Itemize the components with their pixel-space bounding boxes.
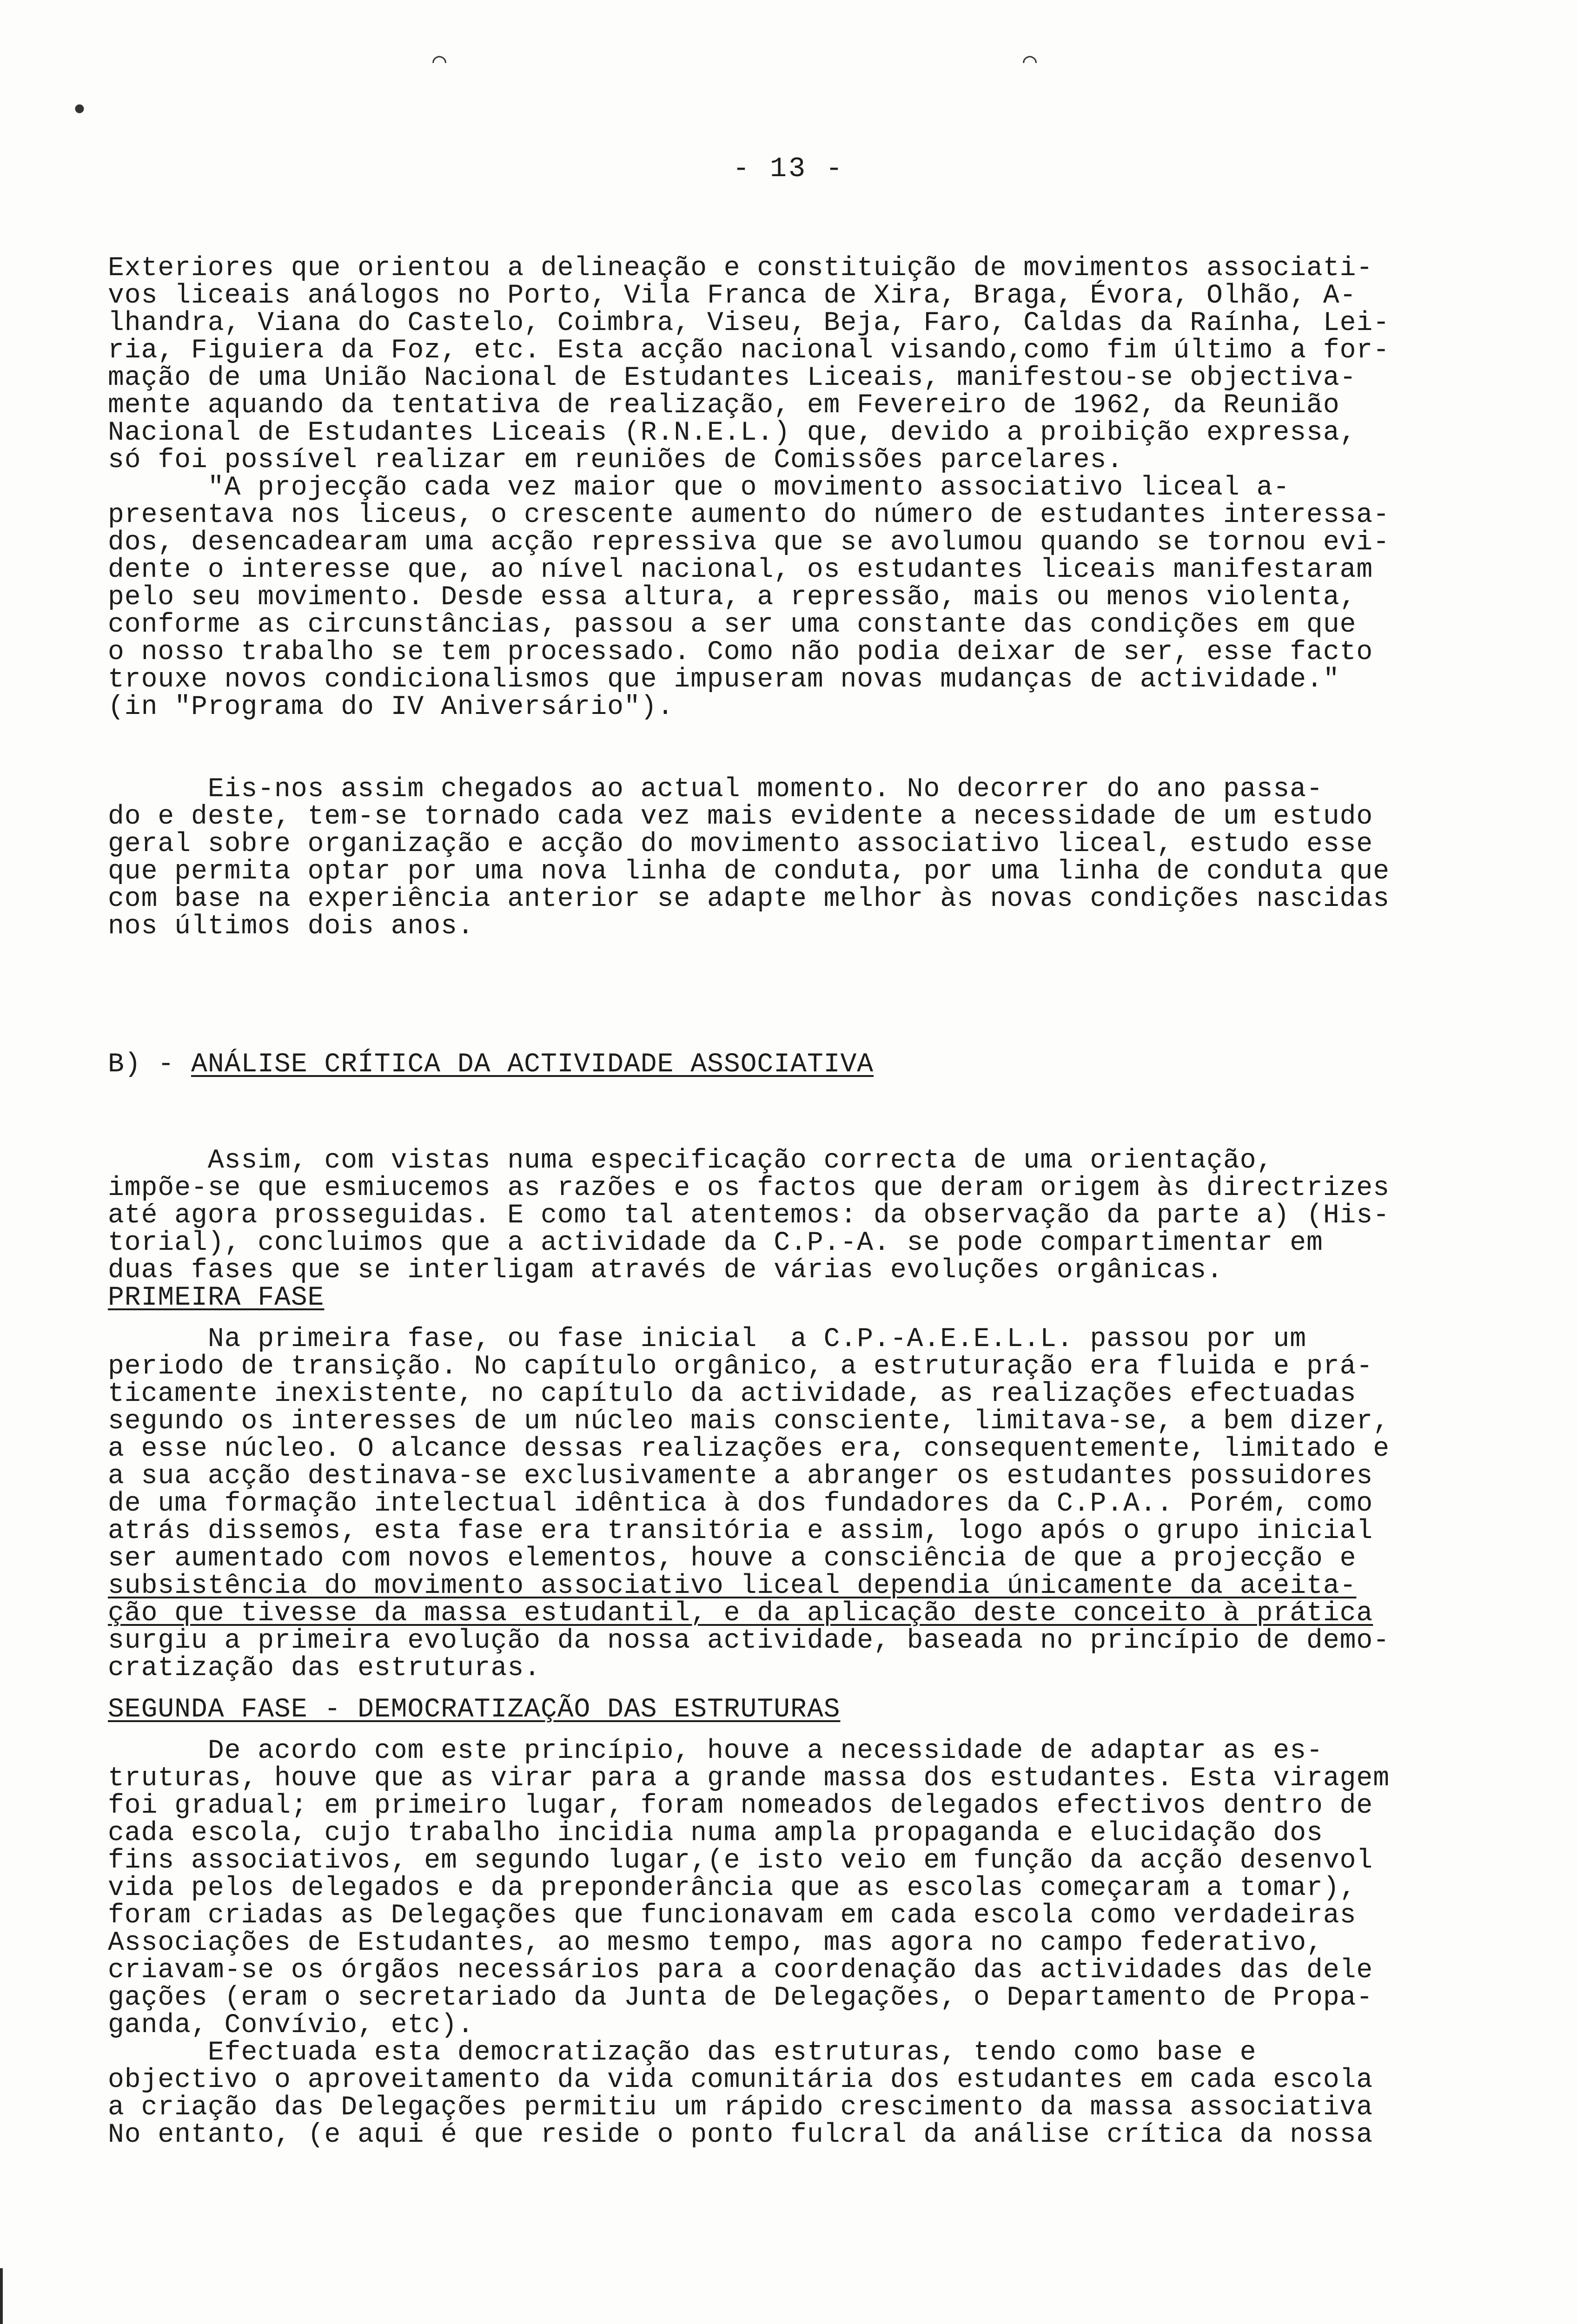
text-line: dos, desencadearam uma acção repressiva que se avolumou quando se tornou evi- [108,528,1390,558]
text-line: fins associativos, em segundo lugar,(e isto veio em função da acção desenvol [108,1846,1373,1876]
text-line: ção que tivesse da massa estudantil, e da aplicação deste conceito à prática [108,1598,1373,1629]
text-line: impõe-se que esmiucemos as razões e os factos que deram origem às directrizes [108,1173,1390,1203]
text-line: a criação das Delegações permitiu um rápido crescimento da massa associativa [108,2093,1373,2123]
text-line: foram criadas as Delegações que funcionavam em cada escola como verdadeiras [108,1901,1357,1931]
scan-speck: ⌒ [432,49,447,75]
section-b-heading [108,1051,1568,1078]
page-number: - 13 - [732,153,845,185]
text-line: mação de uma União Nacional de Estudantes Liceais, manifestou-se objectiva- [108,363,1357,393]
paragraph-analise [108,1147,1568,1284]
text-line: Eis-nos assim chegados ao actual momento. No decorrer do ano passa- [108,774,1323,805]
text-line: trouxe novos condicionalismos que impuseram novas mudanças de actividade." [108,665,1340,695]
text-line: dente o interesse que, ao nível nacional, os estudantes liceais manifestaram [108,555,1373,585]
text-line: criavam-se os órgãos necessários para a coordenação das actividades das dele [108,1955,1373,1986]
text-line: lhandra, Viana do Castelo, Coimbra, Viseu, Beja, Faro, Caldas da Raínha, Lei- [108,308,1390,338]
text-line: mente aquando da tentativa de realização, em Fevereiro de 1962, da Reunião [108,390,1340,421]
paragraph-momento [108,776,1568,940]
text-line: presentava nos liceus, o crescente aumento do número de estudantes interessa- [108,500,1390,530]
text-line: Assim, com vistas numa especificação correcta de uma orientação, [108,1146,1273,1176]
text-line: Efectuada esta democratização das estruturas, tendo como base e [108,2038,1257,2068]
text-line: Na primeira fase, ou fase inicial a C.P.-A.E.E.L.L. passou por um [108,1324,1307,1354]
segunda-fase-heading: SEGUNDA FASE - DEMOCRATIZAÇÃO DAS ESTRUTURAS [108,1695,841,1725]
text-line: o nosso trabalho se tem processado. Como não podia deixar de ser, esse facto [108,637,1373,667]
section-b-prefix: B) - [108,1050,192,1080]
text-line: pelo seu movimento. Desde essa altura, a repressão, mais ou menos violenta, [108,582,1357,613]
text-line: ganda, Convívio, etc). [108,2010,474,2040]
text-line: surgiu a primeira evolução da nossa actividade, baseada no princípio de demo- [108,1626,1390,1656]
text-line: foi gradual; em primeiro lugar, foram nomeados delegados efectivos dentro de [108,1791,1373,1821]
text-line: ticamente inexistente, no capítulo da actividade, as realizações efectuadas [108,1379,1357,1409]
text-line: cada escola, cujo trabalho incidia numa ampla propaganda e elucidação dos [108,1818,1323,1849]
paragraph-intro [108,255,1568,721]
text-line: ria, Figuiera da Foz, etc. Esta acção nacional visando,como fim último a for- [108,336,1390,366]
text-line: subsistência do movimento associativo liceal dependia únicamente da aceita- [108,1571,1357,1601]
text-line: conforme as circunstâncias, passou a ser uma constante das condições em que [108,610,1357,640]
text-line: a esse núcleo. O alcance dessas realizações era, consequentemente, limitado e [108,1434,1390,1464]
text-line: só foi possível realizar em reuniões de Comissões parcelares. [108,445,1124,475]
text-line: truturas, houve que as virar para a grande massa dos estudantes. Esta viragem [108,1763,1390,1794]
text-line: ser aumentado com novos elementos, houve a consciência de que a projecção e [108,1544,1357,1574]
text-line: "A projecção cada vez maior que o movimento associativo liceal a- [108,473,1290,503]
text-line: Associações de Estudantes, ao mesmo tempo, mas agora no campo federativo, [108,1928,1323,1958]
text-line: De acordo com este princípio, houve a necessidade de adaptar as es- [108,1736,1323,1766]
text-line: No entanto, (e aqui é que reside o ponto fulcral da análise crítica da nossa [108,2120,1373,2150]
text-line: atrás dissemos, esta fase era transitória e assim, logo após o grupo inicial [108,1516,1373,1546]
text-line: Exteriores que orientou a delineação e constituição de movimentos associati- [108,253,1373,284]
text-line: periodo de transição. No capítulo orgânico, a estruturação era fluida e prá- [108,1352,1373,1382]
scan-speck: • [70,93,90,130]
text-line: até agora prosseguidas. E como tal atentemos: da observação da parte a) (His- [108,1201,1390,1231]
text-line: geral sobre organização e acção do movimento associativo liceal, estudo esse [108,829,1373,859]
section-b-title: ANÁLISE CRÍTICA DA ACTIVIDADE ASSOCIATIVA [191,1050,874,1080]
text-line: nos últimos dois anos. [108,911,474,942]
text-line: objectivo o aproveitamento da vida comunitária dos estudantes em cada escola [108,2065,1373,2095]
text-line: vida pelos delegados e da preponderância que as escolas começaram a tomar), [108,1873,1357,1903]
text-line: do e deste, tem-se tornado cada vez mais evidente a necessidade de um estudo [108,802,1373,832]
paragraph-primeira-fase [108,1326,1568,1682]
text-line: a sua acção destinava-se exclusivamente a abranger os estudantes possuidores [108,1461,1373,1492]
text-line: torial), concluimos que a actividade da C.P.-A. se pode compartimentar em [108,1228,1323,1258]
text-line: que permita optar por uma nova linha de conduta, por uma linha de conduta que [108,857,1390,887]
margin-mark [0,2268,3,2324]
paragraph-segunda-fase [108,1737,1568,2149]
text-line: Nacional de Estudantes Liceais (R.N.E.L.) que, devido a proibição expressa, [108,418,1357,448]
text-line: com base na experiência anterior se adapte melhor às novas condições nascidas [108,884,1390,914]
text-line: vos liceais análogos no Porto, Vila Franca de Xira, Braga, Évora, Olhão, A- [108,281,1357,311]
text-line: gações (eram o secretariado da Junta de Delegações, o Departamento de Propa- [108,1983,1373,2013]
text-line: de uma formação intelectual idêntica à dos fundadores da C.P.A.. Porém, como [108,1489,1373,1519]
text-line: segundo os interesses de um núcleo mais consciente, limitava-se, a bem dizer, [108,1406,1390,1437]
text-line: (in "Programa do IV Aniversário"). [108,692,674,722]
primeira-fase-heading: PRIMEIRA FASE [108,1283,325,1313]
text-line: cratização das estruturas. [108,1653,541,1684]
scan-speck: ⌒ [1023,49,1037,75]
document-body [108,255,1568,2149]
text-line: duas fases que se interligam através de várias evoluções orgânicas. [108,1255,1223,1286]
